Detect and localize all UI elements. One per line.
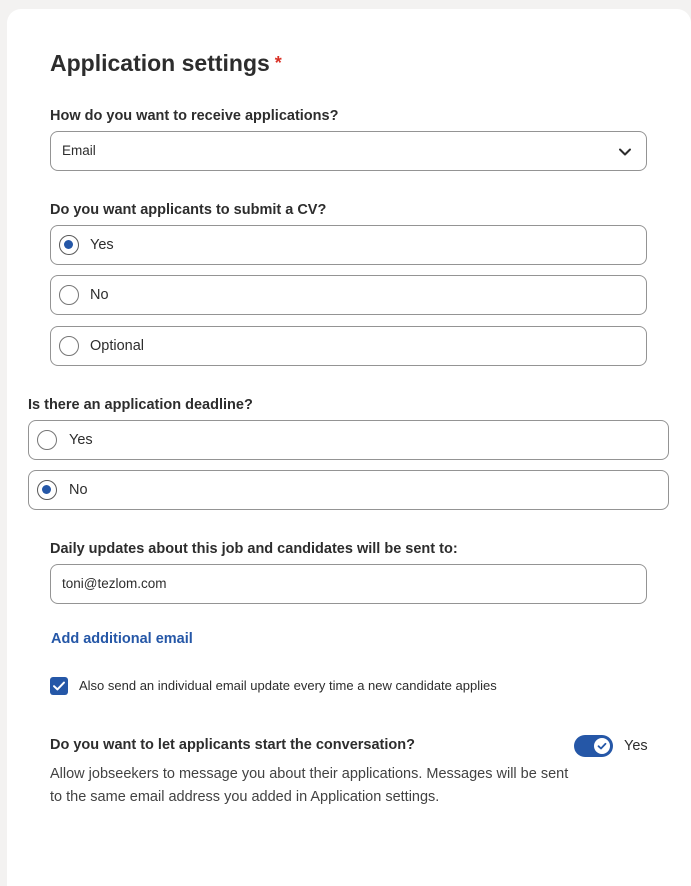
required-marker: *	[274, 53, 282, 73]
toggle-knob	[594, 738, 610, 754]
deadline-yes-radio[interactable]	[37, 430, 57, 450]
cv-yes-label: Yes	[90, 237, 114, 253]
cv-option-optional[interactable]	[50, 326, 647, 366]
cv-question-label: Do you want applicants to submit a CV?	[50, 202, 327, 218]
individual-update-checkbox[interactable]	[50, 677, 68, 695]
cv-option-no[interactable]	[50, 275, 647, 315]
check-icon	[594, 738, 610, 754]
cv-yes-radio[interactable]	[59, 235, 79, 255]
cv-no-radio[interactable]	[59, 285, 79, 305]
individual-update-label: Also send an individual email update every time a new candidate applies	[79, 678, 497, 693]
cv-no-label: No	[90, 287, 109, 303]
cv-optional-label: Optional	[90, 338, 145, 354]
update-email-value: toni@tezlom.com	[62, 576, 167, 591]
conversation-description: Allow jobseekers to message you about their applications. Messages will be sent to the same email address you added in Application settings.	[50, 766, 569, 805]
update-email-input[interactable]	[50, 564, 647, 604]
receive-method-value: Email	[62, 143, 96, 158]
cv-option-yes[interactable]	[50, 225, 647, 265]
deadline-yes-label: Yes	[69, 432, 93, 448]
section-title-text: Application settings	[50, 50, 270, 76]
deadline-question-label: Is there an application deadline?	[28, 397, 253, 413]
daily-updates-label: Daily updates about this job and candidates will be sent to:	[50, 541, 458, 557]
receive-method-select[interactable]	[50, 131, 647, 171]
deadline-no-label: No	[69, 482, 88, 498]
receive-applications-label: How do you want to receive applications?	[50, 108, 339, 124]
add-additional-email-link[interactable]: Add additional email	[51, 631, 193, 647]
checkmark-icon	[50, 677, 68, 695]
conversation-toggle[interactable]	[574, 735, 613, 757]
deadline-option-no[interactable]	[28, 470, 669, 510]
conversation-toggle-label: Yes	[624, 738, 648, 754]
conversation-question-label: Do you want to let applicants start the conversation?	[50, 737, 415, 753]
cv-optional-radio[interactable]	[59, 336, 79, 356]
chevron-down-icon	[618, 145, 632, 159]
section-title	[50, 50, 282, 77]
deadline-no-radio[interactable]	[37, 480, 57, 500]
deadline-option-yes[interactable]	[28, 420, 669, 460]
